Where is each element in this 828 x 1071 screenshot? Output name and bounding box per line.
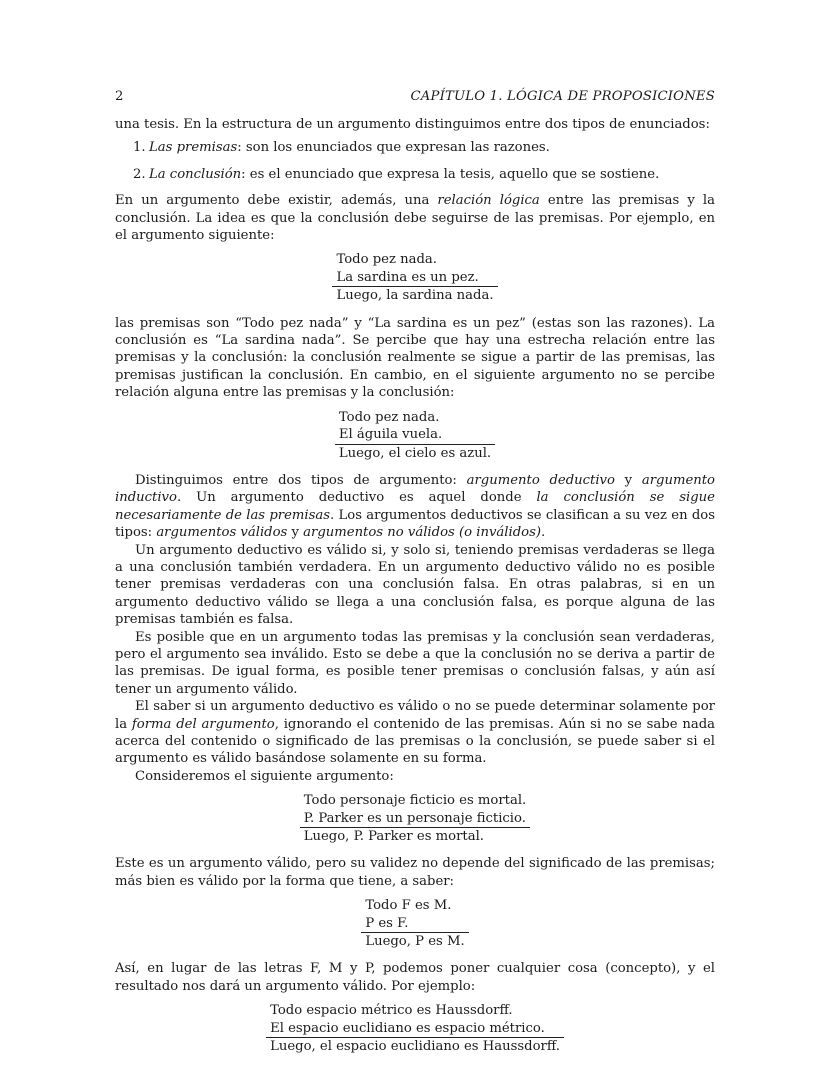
list-item-term: Las premisas bbox=[149, 140, 238, 156]
list-item-number: 2. bbox=[133, 166, 146, 182]
list-item bbox=[133, 166, 715, 183]
conclusion: Luego, P es M. bbox=[361, 932, 468, 950]
intro-paragraph: una tesis. En la estructura de un argumento distinguimos entre dos tipos de enunciados: bbox=[115, 117, 710, 132]
chapter-title: CAPÍTULO 1. LÓGICA DE PROPOSICIONES bbox=[410, 89, 715, 104]
conclusion: Luego, P. Parker es mortal. bbox=[300, 827, 531, 845]
emphasis: argumentos válidos bbox=[156, 525, 288, 541]
premise: La sardina es un pez. bbox=[336, 269, 479, 285]
paragraph-letras: Así, en lugar de las letras F, M y P, podemos poner cualquier cosa (concepto), y el resultado nos dará un argumento válido. Por ejemplo: bbox=[115, 961, 715, 994]
paragraph-consideremos: Consideremos el siguiente argumento: bbox=[135, 768, 394, 784]
list-item bbox=[133, 139, 715, 156]
paragraph-tipos-argumento bbox=[115, 472, 715, 542]
conclusion: Luego, la sardina nada. bbox=[332, 286, 497, 304]
page-number: 2 bbox=[115, 89, 124, 104]
emphasis: argumento inductivo bbox=[115, 472, 715, 506]
list-item-number: 1. bbox=[133, 140, 146, 156]
text-span: El saber si un argumento deductivo es válido o no se puede determinar solamente por la bbox=[115, 699, 715, 732]
emphasis: la conclusión se sigue necesariamente de las premisas bbox=[115, 490, 715, 523]
text-span: , ignorando el contenido de las premisas. Aún si no se sabe nada acerca del contenido o significado de las premisas o la conclusión, se puede saber si el argumento es válido basándose solamente en su forma. bbox=[115, 716, 715, 767]
emphasis: argumento deductivo bbox=[466, 472, 615, 488]
paragraph-invalido: Es posible que en un argumento todas las premisas y la conclusión sean verdaderas, pero el argumento sea inválido. Esto se debe a que la conclusión no se deriva a partir de las premisas. De igual forma, es posible tener premisas o conclusión falsas, y aún así tener un argumento válido. bbox=[115, 629, 715, 697]
text-span: . Un argumento deductivo es aquel donde bbox=[176, 490, 537, 506]
text-span: En un argumento debe existir, además, una bbox=[115, 193, 438, 209]
premise: P. Parker es un personaje ficticio. bbox=[303, 810, 526, 826]
premise: El espacio euclidiano es espacio métrico. bbox=[270, 1020, 545, 1036]
conclusion: Luego, el espacio euclidiano es Haussdorff. bbox=[266, 1037, 564, 1055]
text-span: entre las premisas y la conclusión. La idea es que la conclusión debe seguirse de las premisas. Por ejemplo, en el argumento siguiente: bbox=[115, 193, 715, 244]
text-span: y bbox=[287, 525, 304, 541]
emphasis: relación lógica bbox=[437, 193, 540, 209]
emphasis: forma del argumento bbox=[131, 716, 275, 732]
paragraph-premisas: las premisas son “Todo pez nada” y “La sardina es un pez” (estas son las razones). La conclusión es “La sardina nada”. Se percibe que hay una estrecha relación entre las premisas y la conclusión: la conclusión realmente se sigue a partir de las premisas, las premisas justifican la conclusión. En cambio, en el siguiente argumento no se percibe relación alguna entre las premisas y la conclusión: bbox=[115, 315, 715, 401]
argument-aguila bbox=[335, 409, 495, 462]
text-span: y bbox=[614, 472, 642, 488]
enunciados-list bbox=[115, 139, 715, 183]
text-span: . bbox=[541, 525, 546, 541]
argument-sardina bbox=[332, 251, 497, 304]
text-span: Distinguimos entre dos tipos de argumento: bbox=[135, 472, 467, 488]
list-item-term: La conclusión bbox=[149, 166, 242, 182]
argument-parker bbox=[300, 792, 531, 845]
premise: Todo F es M. bbox=[365, 898, 452, 914]
paragraph-valido: Un argumento deductivo es válido si, y solo si, teniendo premisas verdaderas se llega a una conclusión también verdadera. En un argumento deductivo válido no es posible tener premisas verdaderas con una conclusión falsa. En otras palabras, si en un argumento deductivo válido se llega a una conclusión falsa, es porque alguna de las premisas también es falsa. bbox=[115, 542, 715, 628]
argument-haussdorff bbox=[266, 1002, 564, 1055]
premise: Todo pez nada. bbox=[338, 409, 440, 425]
paragraph-relacion-logica bbox=[115, 192, 715, 244]
list-item-text: : son los enunciados que expresan las razones. bbox=[237, 140, 550, 156]
conclusion: Luego, el cielo es azul. bbox=[335, 444, 495, 462]
paragraph-forma bbox=[115, 698, 715, 768]
argument-forma bbox=[361, 897, 468, 950]
premise: El águila vuela. bbox=[338, 427, 443, 443]
text-span: . Los argumentos deductivos se clasifican a su vez en dos tipos: bbox=[115, 507, 716, 541]
premise: Todo espacio métrico es Haussdorff. bbox=[270, 1003, 513, 1019]
premise: Todo pez nada. bbox=[336, 252, 437, 268]
premise: Todo personaje ficticio es mortal. bbox=[303, 793, 527, 809]
page-body bbox=[115, 116, 715, 1066]
list-item-text: : es el enunciado que expresa la tesis, aquello que se sostiene. bbox=[241, 166, 660, 182]
paragraph-validez: Este es un argumento válido, pero su validez no depende del significado de las premisas; más bien es válido por la forma que tiene, a saber: bbox=[115, 856, 715, 889]
premise: P es F. bbox=[365, 915, 409, 931]
running-header bbox=[115, 88, 715, 108]
emphasis: argumentos no válidos (o inválidos) bbox=[303, 525, 542, 541]
